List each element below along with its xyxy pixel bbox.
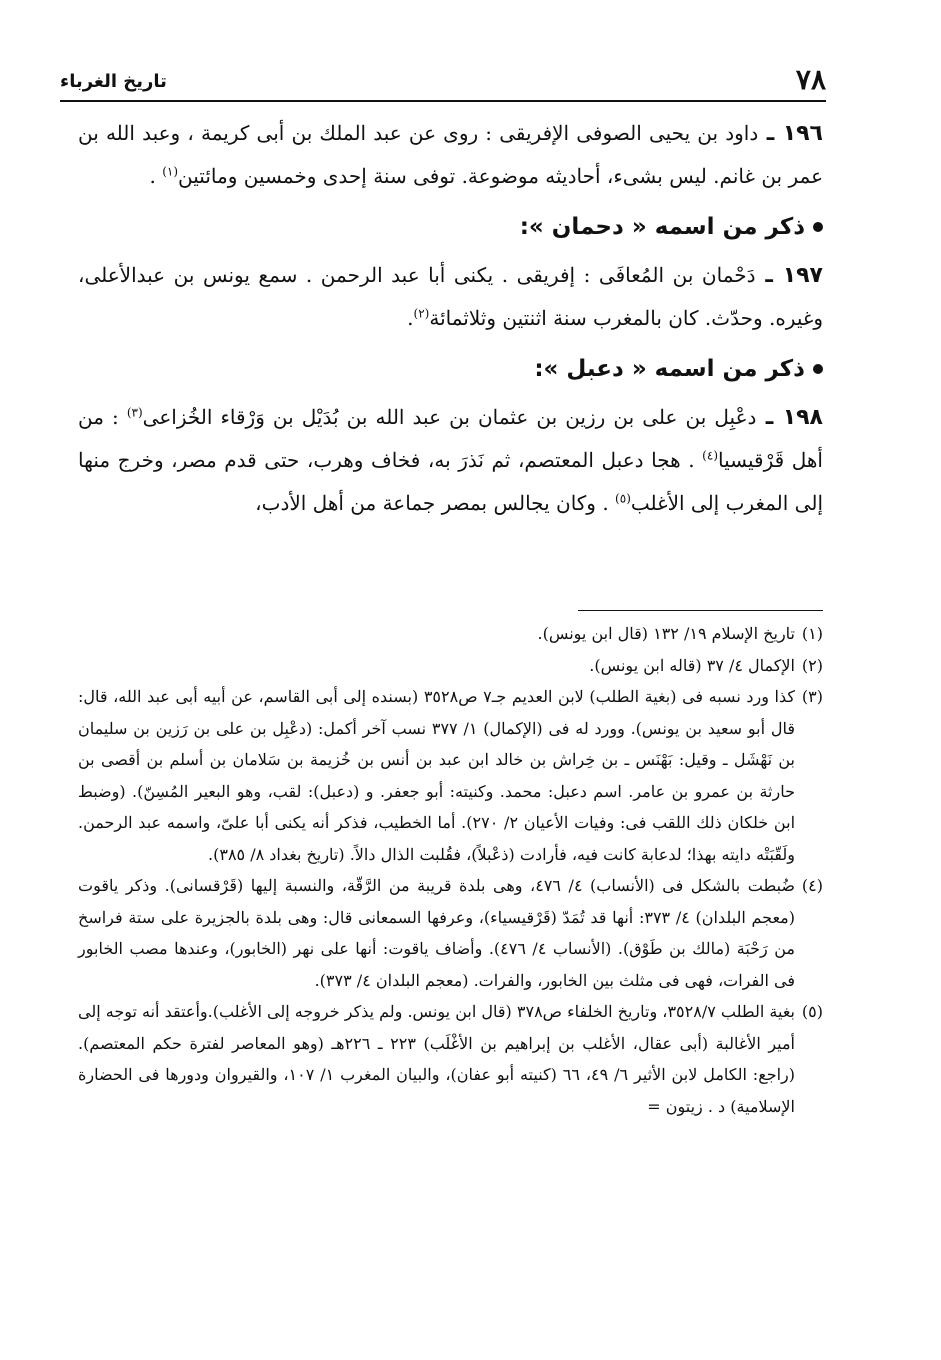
running-title: تاريخ الغرباء [60, 71, 167, 92]
bullet-icon [813, 222, 823, 232]
entry-text: دعْبِل بن على بن رزين بن عثمان بن عبد الله بن بُدَيْل بن وَرْقاء الخُزاعى [142, 405, 757, 429]
entry-text: . هجا دعبل المعتصم، ثم نَذرَ به، فخاف وهرب، حتى قدم مصر، وخرج منها إلى المغرب إلى الأغلب [78, 448, 823, 515]
main-text [78, 112, 823, 525]
entry-198: ١٩٨ ـ دعْبِل بن على بن رزين بن عثمان بن عبد الله بن بُدَيْل بن وَرْقاء الخُزاعى$^{(٣)}$ : من أهل قَرْقيسيا$^{(٤)}$ . هجا دعبل المعتصم، ثم نَذرَ به، فخاف وهرب، حتى قدم مصر، وخرج منها إلى المغرب إلى الأغلب$^{(٥)}$ . وكان يجالس بمصر جماعة من أهل الأدب، [78, 405, 823, 515]
entry-text: : من أهل قَرْقيسيا [78, 405, 823, 472]
footnote-ref[interactable]: (٣) [126, 405, 143, 420]
footnote-3 [78, 681, 823, 870]
footnote-ref[interactable]: (٤) [702, 448, 718, 463]
entry-number: ١٩٦ [782, 121, 823, 146]
footnote-separator [578, 610, 823, 611]
entry-number: ١٩٨ [782, 405, 823, 430]
section-heading-dibil [78, 348, 823, 390]
entry-number: ١٩٧ [782, 263, 823, 288]
footnote-ref[interactable]: (٢) [413, 306, 430, 321]
section-heading-dahman [78, 206, 823, 248]
footnote-number: (١) [801, 624, 823, 643]
footnote-number: (٢) [801, 655, 823, 675]
section-heading-text: ذكر من اسمه « دحمان »: [519, 214, 805, 240]
footnote-4 [78, 870, 823, 996]
footnote-2 [78, 650, 823, 682]
footnote-5 [78, 996, 823, 1122]
entry-text: . وكان يجالس بمصر جماعة من أهل الأدب، [255, 491, 609, 515]
footnote-text: ضُبطت بالشكل فى (الأنساب) ٤/ ٤٧٦، وهى بلدة قريبة من الرَّقّة، والنسبة إليها (قَرْقسانى). وذكر ياقوت (معجم البلدان) ٤/ ٣٧٣: أنها قد تُمَدّ (قَرْقيسياء)، وعرفها السمعانى قال: وهى بلدة بالجزيرة على ستة فراسخ من رَحْبَة (مالك بن طَوْق). (الأنساب ٤/ ٤٧٦). وأضاف ياقوت: أنها على نهر (الخابور)، وعندها مصب الخابور فى الفرات، فهى فى مثلث بين الخابور، والفرات. (معجم البلدان ٤/ ٣٧٣). [78, 876, 796, 990]
footnote-ref[interactable]: (١) [162, 164, 179, 179]
footnote-text: الإكمال ٤/ ٣٧ (قاله ابن يونس). [589, 655, 795, 675]
entry-197: ١٩٧ ـ دَحْمان بن المُعافَى : إفريقى . يكنى أبا عبد الرحمن . سمع يونس بن عبدالأعلى، وغيره. وحدّث. كان بالمغرب سنة اثنتين وثلاثمائة$^{(٢)}$. [78, 263, 823, 330]
footnote-text: تاريخ الإسلام ١٩/ ١٣٢ (قال ابن يونس). [537, 624, 795, 643]
section-heading-text: ذكر من اسمه « دعبل »: [534, 356, 805, 382]
entry-text: دَحْمان بن المُعافَى : إفريقى . يكنى أبا عبد الرحمن . سمع يونس بن عبدالأعلى، وغيره. وحدّث. كان بالمغرب سنة اثنتين وثلاثمائة [78, 263, 823, 330]
footnote-ref[interactable]: (٥) [615, 491, 631, 506]
footnotes [78, 618, 823, 1122]
bullet-icon [813, 364, 823, 374]
page-header [60, 60, 826, 102]
footnote-text: بغية الطلب ٣٥٢٨/٧، وتاريخ الخلفاء ص٣٧٨ (قال ابن يونس. ولم يذكر خروجه إلى الأغلب).وأعتقد أنه توجه إلى أمير الأغالبة (أبى عقال، الأغلب بن إبراهيم بن الأغْلَب) ٢٢٣ ـ ٢٢٦هـ (وهو المعاصر لفترة حكم المعتصم). (راجع: الكامل لابن الأثير ٦/ ٤٩، ٦٦ (كنيته أبو عفان)، والبيان المغرب ١/ ١٠٧، والقيروان ودورها فى الحضارة الإسلامية) د . زيتون = [78, 1002, 796, 1116]
footnote-number: (٣) [801, 687, 823, 706]
page-number: ٧٨ [795, 63, 826, 96]
entry-text: داود بن يحيى الصوفى الإفريقى : روى عن عبد الملك بن أبى كريمة ، وعبد الله بن عمر بن غانم. ليس بشىء، أحاديثه موضوعة. توفى سنة إحدى وخمسين ومائتين [78, 121, 823, 188]
footnote-number: (٤) [801, 876, 823, 895]
footnote-text: كذا ورد نسبه فى (بغية الطلب) لابن العديم جـ٧ ص٣٥٢٨ (بسنده إلى أبى القاسم، عن أبيه أبى عبد الله، قال: قال أبو سعيد بن يونس). وورد له فى (الإكمال) ١/ ٣٧٧ نسب آخر أكمل: (دعْبِل بن على بن رَزين بن سليمان بن نَهْشَل ـ وقيل: بَهْنَس ـ بن خِراش بن خالد ابن عبد بن أنس بن خُزيمة بن سَلامان بن أسلم بن أقصى بن حارثة بن عمرو بن عامر. اسم دعبل: محمد. وكنيته: أبو جعفر. و (دعبل): لقب، وهو البعير المُسِنّ). (وضبط ابن خلكان ذلك اللقب فى: وفيات الأعيان ٢/ ٢٧٠). أما الخطيب، فذكر أنه يكنى أبا علىّ، واسمه عبد الرحمن. ولَقّبَتْه دايته بهذا؛ لدعابة كانت فيه، فأرادت (ذعْبلاً)، فقُلبت الذال دالاً. (تاريخ بغداد ٨/ ٣٨٥). [78, 687, 796, 864]
footnote-number: (٥) [801, 1002, 823, 1021]
footnote-1 [78, 618, 823, 650]
entry-196: ١٩٦ ـ داود بن يحيى الصوفى الإفريقى : روى عن عبد الملك بن أبى كريمة ، وعبد الله بن عمر بن غانم. ليس بشىء، أحاديثه موضوعة. توفى سنة إحدى وخمسين ومائتين$^{(١)}$ . [78, 121, 823, 188]
